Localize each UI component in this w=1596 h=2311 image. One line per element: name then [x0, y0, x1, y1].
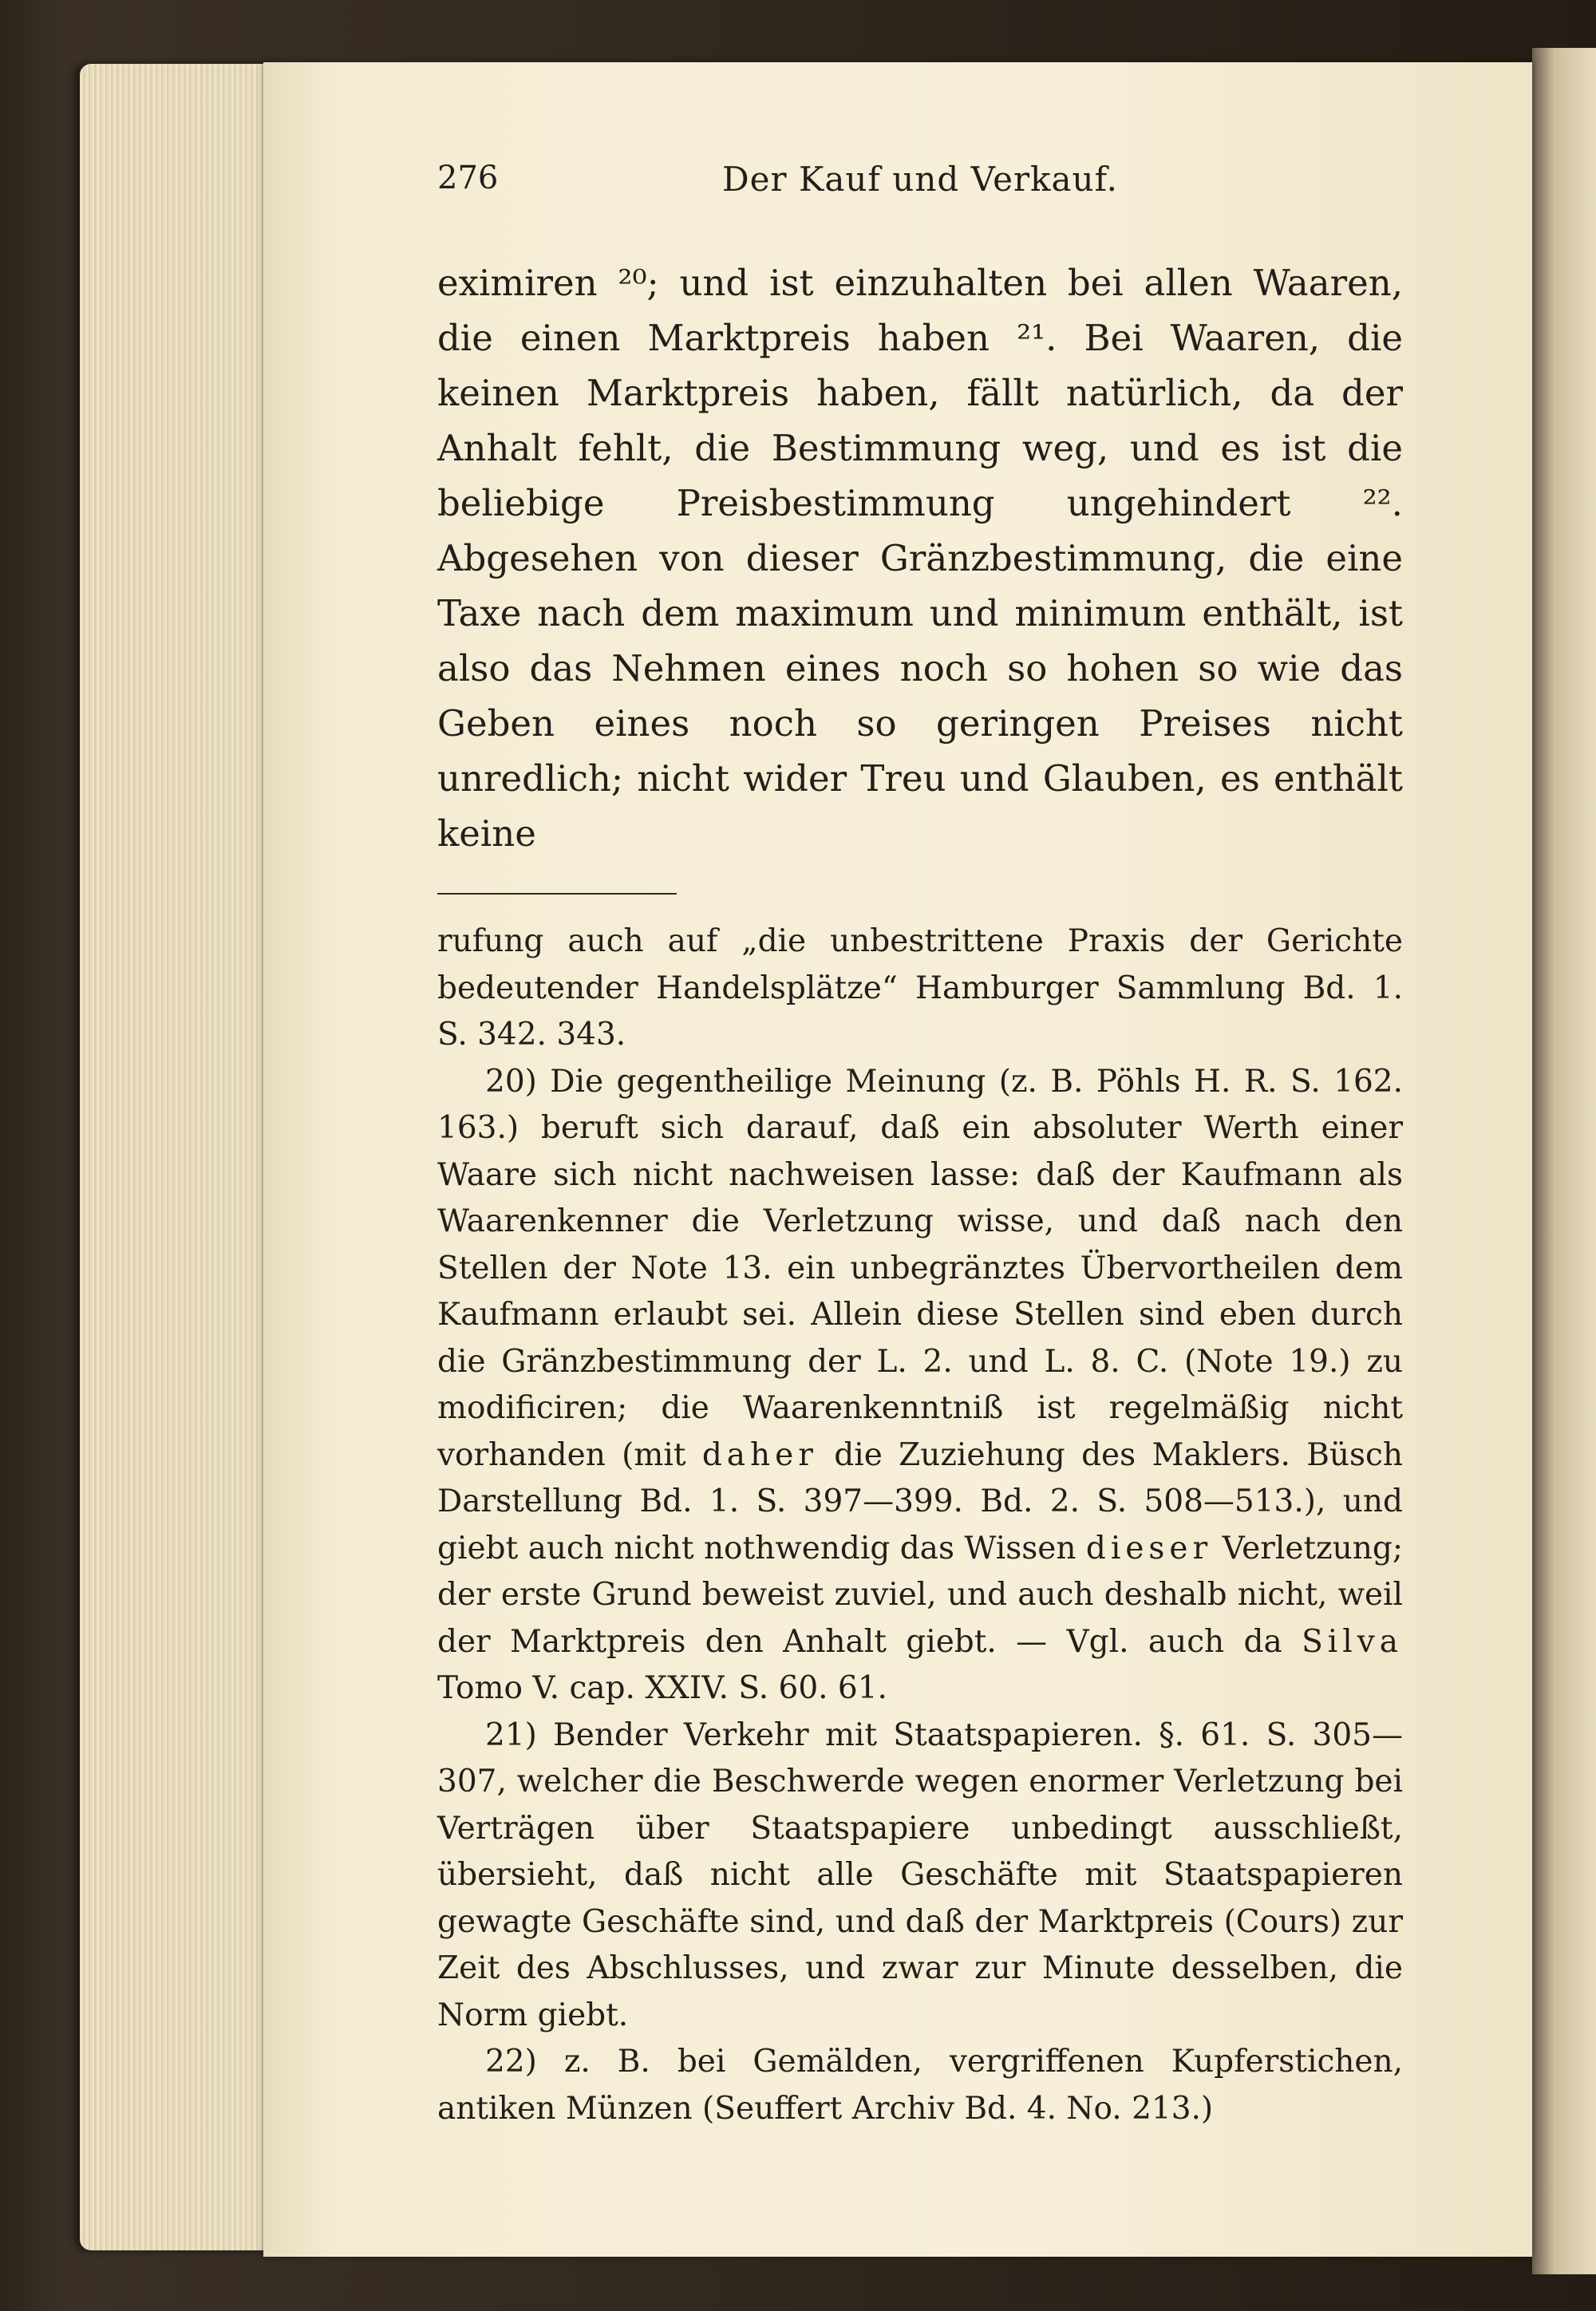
footnote-21: 21) Bender Verkehr mit Staatspapieren. §. 61. S. 305—307, welcher die Beschwerde wegen enormer Verletzung bei Verträgen über Staatspapiere unbedingt ausschließt, übersieht, daß nicht alle Geschäfte mit Staatspapieren gewagte Geschäfte sind, und daß der Marktpreis (Cours) zur Zeit des Abschlusses, und zwar zur Minute desselben, die Norm giebt.: [437, 1716, 1403, 2033]
footnote-20-text-3: Verletzung; der erste Grund beweist zuviel, und auch deshalb nicht, weil der Marktpreis den Anhalt giebt. — Vgl. auch da: [437, 1530, 1403, 1660]
footnote-continuation: rufung auch auf „die unbestrittene Praxis der Gerichte bedeutender Handelsplätze“ Hamburger Sammlung Bd. 1. S. 342. 343.: [437, 923, 1403, 1053]
footnotes: [437, 918, 1403, 2132]
page-content: [437, 160, 1403, 2132]
main-paragraph: eximiren ²⁰; und ist einzuhalten bei allen Waaren, die einen Marktpreis haben ²¹. Bei Waaren, die keinen Marktpreis haben, fällt natürlich, da der Anhalt fehlt, die Bestimmung weg, und es ist die beliebige Preisbestimmung ungehindert ²². Abgesehen von dieser Gränzbestimmung, die eine Taxe nach dem maximum und minimum enthält, ist also das Nehmen eines noch so hohen so wie das Geben eines noch so geringen Preises nicht unredlich; nicht wider Treu und Glauben, es enthält keine: [437, 262, 1403, 855]
footnote-20-text-2: die Zuziehung des Maklers. Büsch Darstellung Bd. 1. S. 397—399. Bd. 2. S. 508—513.), und giebt auch nicht nothwendig das Wissen: [437, 1436, 1403, 1566]
footnote-20-text-1: 20) Die gegentheilige Meinung (z. B. Pöhls H. R. S. 162. 163.) beruft sich darauf, daß ein absoluter Werth einer Waare sich nicht nachweisen lasse: daß der Kaufmann als Waarenkenner die Verletzung wisse, und daß nach den Stellen der Note 13. ein unbegränztes Übervortheilen dem Kaufmann erlaubt sei. Allein diese Stellen sind eben durch die Gränzbestimmung der L. 2. und L. 8. C. (Note 19.) zu modificiren; die Waarenkenntniß ist regelmäßig nicht vorhanden (mit: [437, 1063, 1403, 1473]
footnote-20-dieser: dieser: [1085, 1530, 1213, 1566]
footnote-20: [437, 1059, 1403, 1713]
main-text: [437, 255, 1403, 861]
page-edges: [80, 64, 279, 2250]
footnote-20-daher: daher: [701, 1436, 818, 1473]
running-title: Der Kauf und Verkauf.: [721, 160, 1118, 199]
footnote-rule: [437, 893, 677, 895]
running-header: [437, 160, 1403, 223]
page-number: 276: [437, 160, 499, 196]
footnote-20-text-4: Tomo V. cap. XXIV. S. 60. 61.: [437, 1670, 887, 1706]
footnote-20-silva: Silva: [1302, 1623, 1404, 1660]
footnote-22: 22) z. B. bei Gemälden, vergriffenen Kupferstichen, antiken Münzen (Seuffert Archiv Bd. 4. No. 213.): [437, 2044, 1403, 2127]
facing-page-edge: [1532, 48, 1596, 2274]
